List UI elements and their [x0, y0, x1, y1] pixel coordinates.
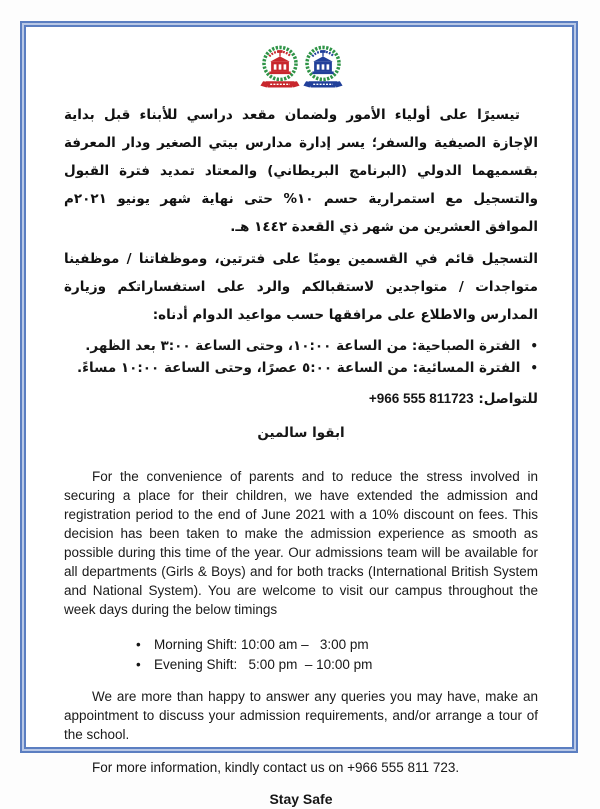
- bullet-icon: •: [530, 361, 538, 375]
- logo-left-emblem-icon: [256, 43, 304, 91]
- arabic-contact-phone-number: +966 555 811723: [368, 391, 474, 406]
- arabic-morning-shift-item: [64, 335, 538, 357]
- english-paragraph-2: We are more than happy to answer any queries you may have, make an appointment to discuss your admission requirements, and/or arrange a tour of the school.: [64, 689, 538, 742]
- bullet-icon: •: [136, 657, 141, 672]
- bullet-icon: •: [530, 339, 538, 353]
- page-content: [24, 25, 574, 807]
- arabic-contact-label: للتواصل:: [478, 391, 538, 407]
- arabic-closing-stay-safe: ابقوا سالمين: [257, 425, 345, 441]
- arabic-evening-shift-text: الفترة المسائية: من الساعة ٥:٠٠ عصرًا، وحتى الساعة ١٠:٠٠ مساءً.: [77, 360, 521, 376]
- arabic-contact-line: [64, 389, 538, 409]
- page-border-frame: [20, 21, 578, 807]
- arabic-shift-timings-list: [64, 335, 538, 379]
- arabic-evening-shift-item: [64, 357, 538, 379]
- english-evening-shift-text: Evening Shift: 5:00 pm – 10:00 pm: [154, 657, 373, 672]
- school-logo: [64, 43, 538, 91]
- arabic-paragraph-2: التسجيل قائم في القسمين يوميًا على فترتين، وموظفاتنا / موظفينا متواجدات / متواجدين لاستقبالكم والرد على استفساراتكم وزيارة المدارس والاطلاع على مرافقها حسب مواعيد الدوام أدناه:: [64, 251, 538, 323]
- arabic-paragraph-1: تيسيرًا على أولياء الأمور ولضمان مقعد دراسي للأبناء قبل بداية الإجازة الصيفية والسفر؛ يسر إدارة مدارس بيتي الصغير ودار المعرفة بقسميهما الدولي (البرنامج البريطاني) والمعتاد تمديد فترة القبول والتسجيل مع استمرارية حسم ١٠% حتى نهاية شهر يونيو ٢٠٢١م الموافق العشرين من شهر ذي القعدة ١٤٤٢ هـ.: [64, 107, 538, 235]
- english-paragraph-1: For the convenience of parents and to reduce the stress involved in securing a place for their children, we have extended the admission and registration period to the end of June 2021 with a 10% discount on fees. This decision has been taken to make the admission experience as smooth as possible during this time of the year. Our admissions team will be available for all departments (Girls & Boys) and for both tracks (International British System and National System). You are welcome to visit our campus throughout the week days during the below timings: [64, 469, 538, 617]
- english-contact-line: For more information, kindly contact us on +966 555 811 723.: [92, 760, 460, 775]
- english-shift-timings-list: [64, 635, 538, 675]
- english-morning-shift-item: [136, 635, 538, 655]
- arabic-morning-shift-text: الفترة الصباحية: من الساعة ١٠:٠٠، وحتى الساعة ٣:٠٠ بعد الظهر.: [85, 338, 521, 354]
- logo-right-emblem-icon: [299, 43, 347, 91]
- english-morning-shift-text: Morning Shift: 10:00 am – 3:00 pm: [154, 637, 369, 652]
- english-evening-shift-item: [136, 655, 538, 675]
- bullet-icon: •: [136, 637, 141, 652]
- english-closing-stay-safe: Stay Safe: [269, 791, 333, 807]
